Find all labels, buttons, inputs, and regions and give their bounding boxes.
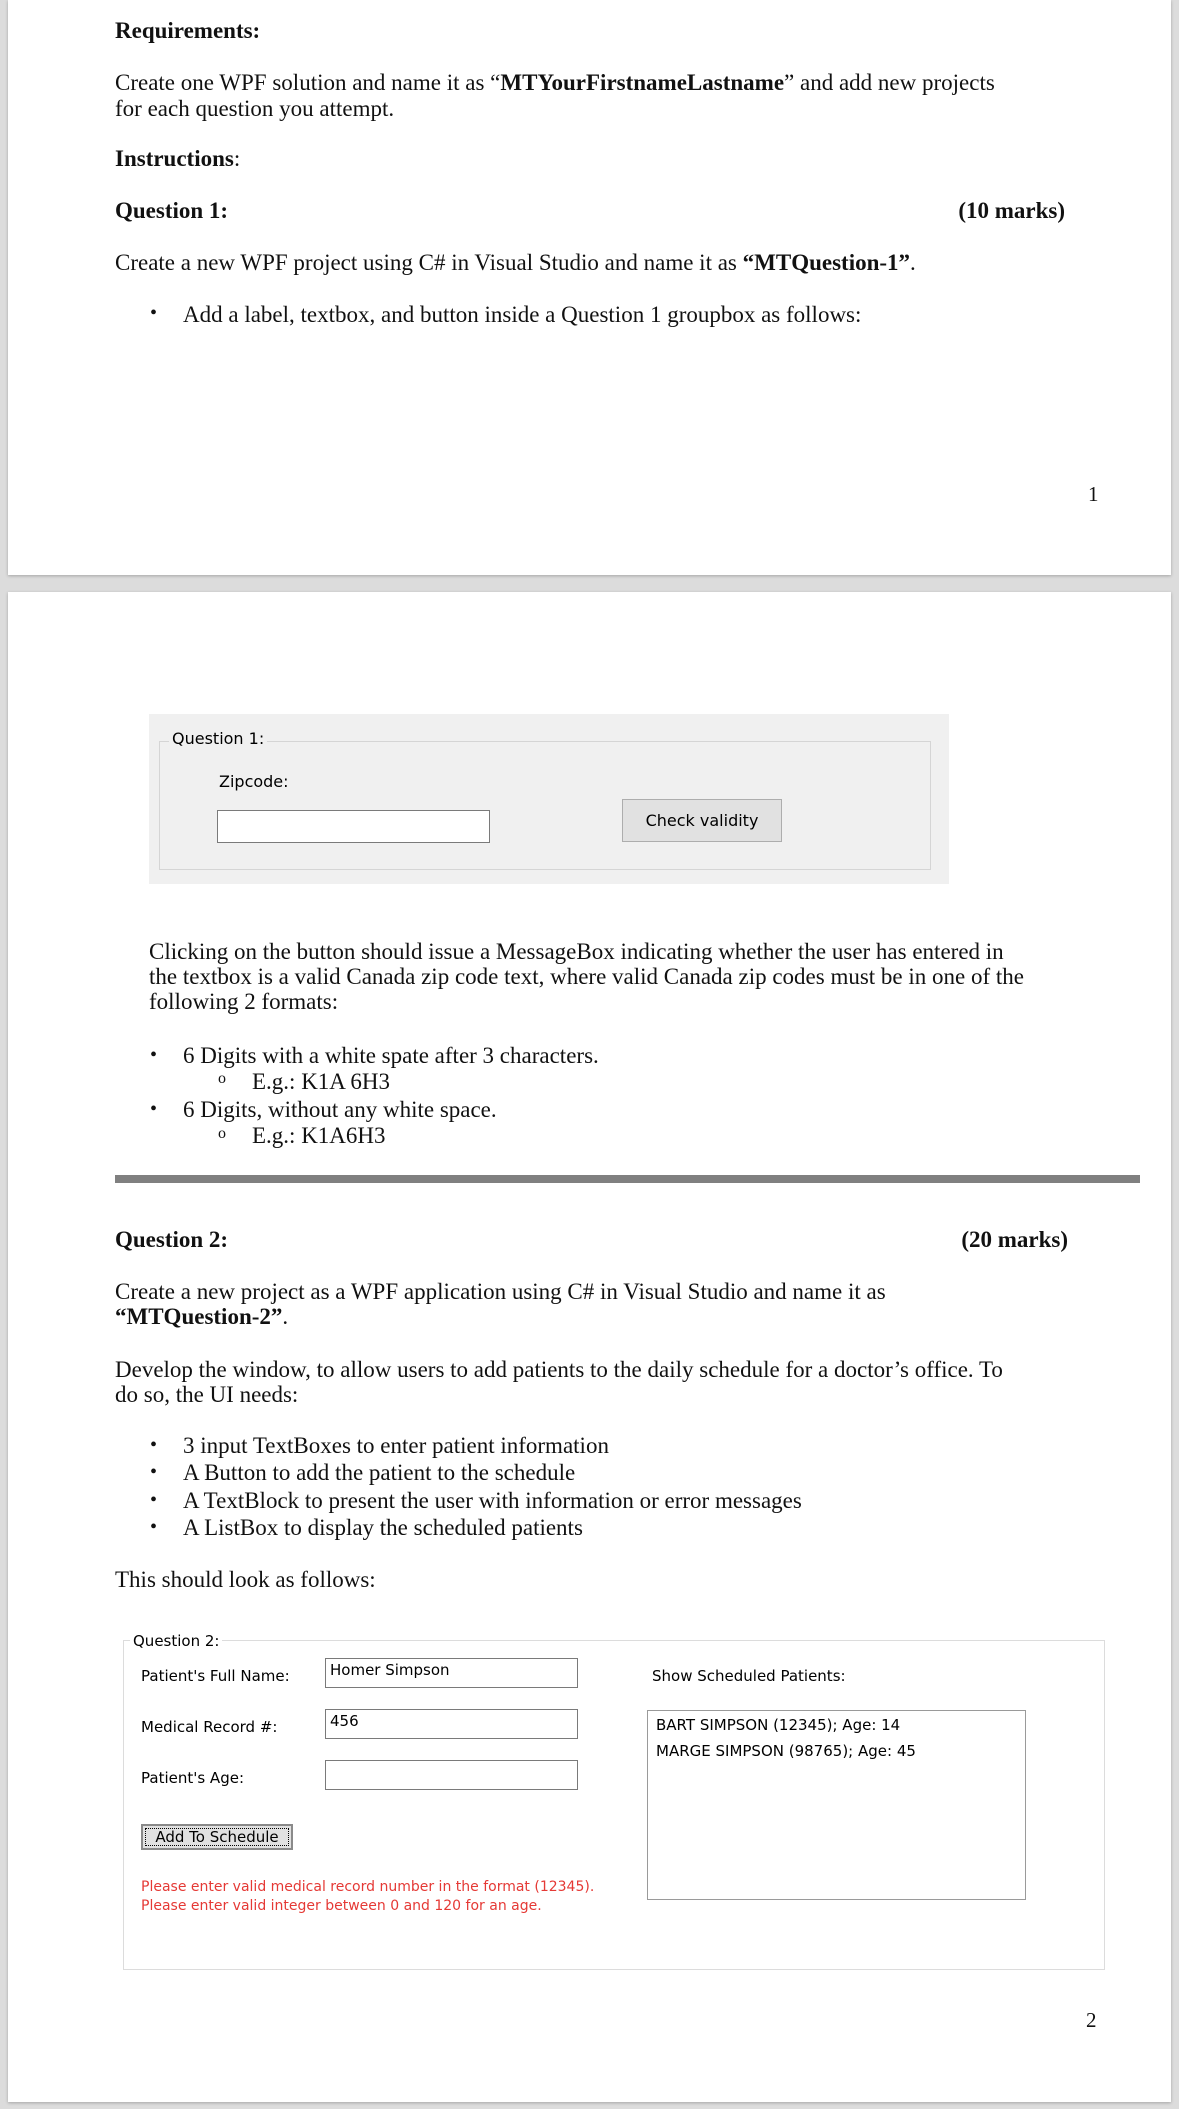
question-2-marks: (20 marks) — [961, 1227, 1068, 1252]
zipcode-input[interactable] — [217, 810, 490, 843]
error-message-2: Please enter valid integer between 0 and 120 for an age. — [141, 1898, 542, 1914]
question-1-heading: Question 1: — [115, 198, 229, 223]
age-input[interactable] — [325, 1760, 578, 1790]
bullet-icon: • — [150, 1461, 158, 1483]
requirements-line-2: for each question you attempt. — [115, 96, 395, 121]
question-1-marks: (10 marks) — [958, 198, 1065, 223]
format-1: 6 Digits with a white spate after 3 characters. — [183, 1043, 599, 1068]
question-1-bullet: Add a label, textbox, and button inside a Question 1 groupbox as follows: — [183, 302, 862, 327]
question-2-description-line-1: Create a new project as a WPF application using C# in Visual Studio and name it as — [115, 1279, 886, 1304]
zipcode-label: Zipcode: — [219, 772, 289, 791]
error-message-1: Please enter valid medical record number in the format (12345). — [141, 1879, 595, 1895]
need-2: A Button to add the patient to the schedule — [183, 1460, 576, 1485]
list-item[interactable]: MARGE SIMPSON (98765); Age: 45 — [656, 1742, 916, 1760]
age-label: Patient's Age: — [141, 1769, 245, 1787]
develop-line-1: Develop the window, to allow users to add patients to the daily schedule for a doctor’s office. To — [115, 1357, 1003, 1382]
need-3: A TextBlock to present the user with information or error messages — [183, 1488, 802, 1513]
paragraph-line-3: following 2 formats: — [149, 989, 339, 1014]
page-number: 1 — [1088, 482, 1099, 506]
question-2-groupbox-label: Question 2: — [130, 1632, 222, 1650]
bullet-icon: • — [150, 1516, 158, 1538]
list-item[interactable]: BART SIMPSON (12345); Age: 14 — [656, 1716, 901, 1734]
bullet-icon: • — [150, 302, 158, 324]
paragraph-line-1: Clicking on the button should issue a MessageBox indicating whether the user has entered in — [149, 939, 1004, 964]
document-page-2 — [8, 592, 1171, 2102]
question-2-description-line-2: “MTQuestion-2”. — [115, 1304, 289, 1329]
need-1: 3 input TextBoxes to enter patient information — [183, 1433, 609, 1458]
format-2-example: E.g.: K1A6H3 — [252, 1123, 386, 1148]
bullet-icon: • — [150, 1434, 158, 1456]
requirements-line-1: Create one WPF solution and name it as “MTYourFirstnameLastname” and add new projects — [115, 70, 995, 95]
full-name-label: Patient's Full Name: — [141, 1667, 290, 1685]
requirements-heading: Requirements: — [115, 18, 261, 43]
instructions-heading: Instructions: — [115, 146, 241, 171]
bullet-icon: • — [150, 1098, 158, 1120]
question-1-groupbox — [159, 741, 931, 870]
scheduled-patients-listbox[interactable] — [647, 1710, 1026, 1900]
medical-record-input[interactable]: 456 — [325, 1709, 578, 1739]
medical-record-label: Medical Record #: — [141, 1718, 278, 1736]
format-2: 6 Digits, without any white space. — [183, 1097, 497, 1122]
question-1-window-screenshot — [149, 714, 949, 884]
show-patients-label: Show Scheduled Patients: — [652, 1667, 846, 1685]
question-2-heading: Question 2: — [115, 1227, 229, 1252]
bullet-icon: • — [150, 1489, 158, 1511]
horizontal-divider — [115, 1175, 1140, 1183]
full-name-input[interactable]: Homer Simpson — [325, 1658, 578, 1688]
page-number: 2 — [1086, 2008, 1097, 2032]
add-to-schedule-button[interactable]: Add To Schedule — [141, 1824, 293, 1850]
format-1-example: E.g.: K1A 6H3 — [252, 1069, 390, 1094]
sub-bullet-icon: o — [218, 1070, 226, 1087]
document-page-1 — [8, 0, 1171, 575]
develop-line-2: do so, the UI needs: — [115, 1382, 299, 1407]
need-4: A ListBox to display the scheduled patients — [183, 1515, 583, 1540]
bullet-icon: • — [150, 1044, 158, 1066]
look-line: This should look as follows: — [115, 1567, 376, 1592]
paragraph-line-2: the textbox is a valid Canada zip code text, where valid Canada zip codes must be in one of the — [149, 964, 1024, 989]
check-validity-button[interactable]: Check validity — [622, 799, 782, 842]
question-2-window-screenshot — [123, 1632, 1123, 1982]
question-1-description: Create a new WPF project using C# in Visual Studio and name it as “MTQuestion-1”. — [115, 250, 916, 275]
question-1-groupbox-label: Question 1: — [169, 729, 267, 748]
sub-bullet-icon: o — [218, 1125, 226, 1142]
